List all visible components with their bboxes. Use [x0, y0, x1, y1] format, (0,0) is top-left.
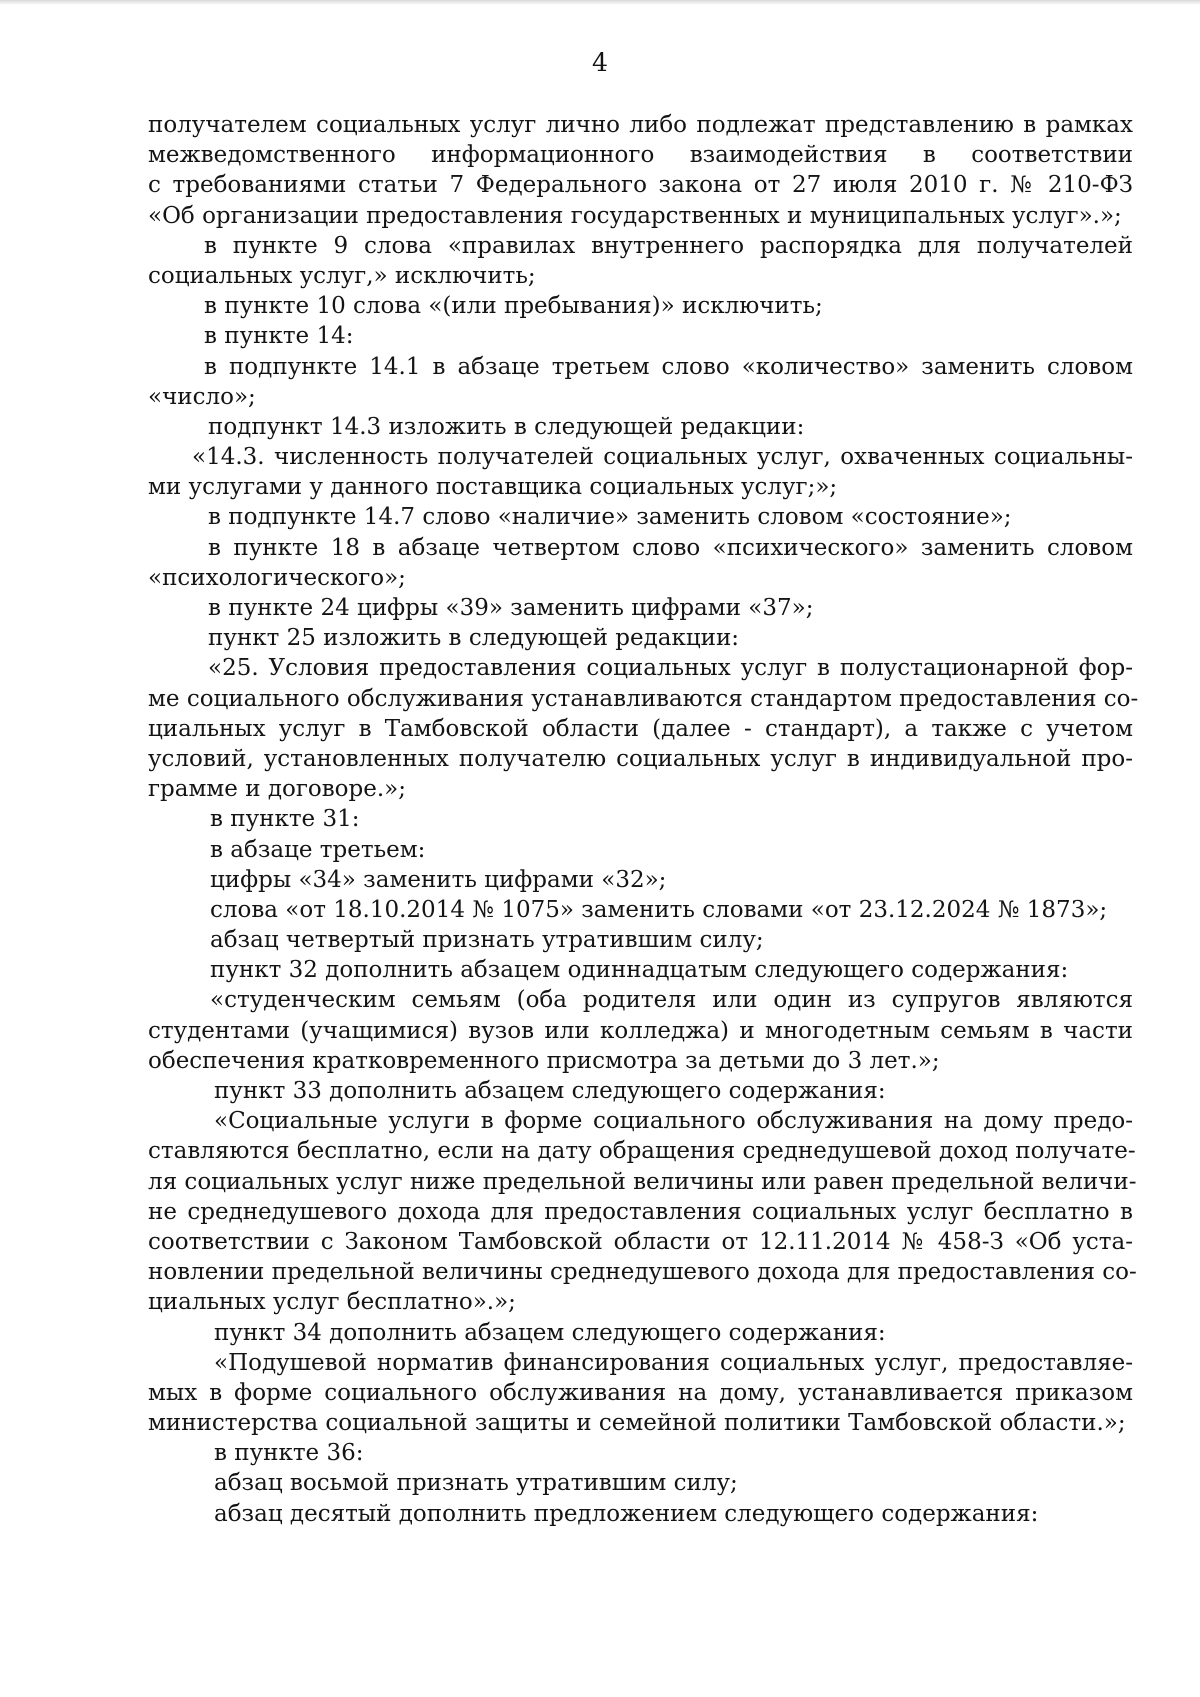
text-line: получателем социальных услуг лично либо подлежат представлению в рамках: [148, 112, 1133, 138]
text-line: студентами (учащимися) вузов или колледжа) и многодетным семьям в части: [148, 1017, 1133, 1044]
text-line: новлении предельной величины среднедушевого дохода для предоставления со-: [148, 1259, 1137, 1286]
text-line: условий, установленных получателю социальных услуг в индивидуальной про-: [148, 745, 1133, 772]
text-line: ми услугами у данного поставщика социальных услуг;»;: [148, 474, 838, 501]
page-number: 4: [592, 48, 608, 77]
text-line: в пункте 24 цифры «39» заменить цифрами «37»;: [208, 595, 814, 621]
text-line: обеспечения кратковременного присмотра за детьми до 3 лет.»;: [148, 1047, 940, 1074]
text-line: «число»;: [148, 383, 256, 410]
text-line: ля социальных услуг ниже предельной величины или равен предельной величи-: [148, 1168, 1137, 1195]
text-line: соответствии с Законом Тамбовской области от 12.11.2014 № 458-З «Об уста-: [148, 1228, 1133, 1255]
document-body: [148, 110, 1139, 1529]
text-line: пункт 32 дополнить абзацем одиннадцатым следующего содержания:: [210, 957, 1069, 984]
text-line: циальных услуг бесплатно».»;: [148, 1289, 516, 1316]
text-line: «психологического»;: [148, 564, 406, 591]
text-line: в абзаце третьем:: [210, 836, 426, 863]
text-line: слова «от 18.10.2014 № 1075» заменить словами «от 23.12.2024 № 1873»;: [210, 896, 1108, 923]
text-line: межведомственного информационного взаимодействия в соответствии: [148, 142, 1133, 169]
text-line: ме социального обслуживания устанавливаются стандартом предоставления со-: [148, 685, 1139, 712]
text-line: социальных услуг,» исключить;: [148, 262, 536, 289]
text-line: пункт 34 дополнить абзацем следующего содержания:: [214, 1319, 886, 1346]
scan-edge: [0, 0, 1200, 5]
text-line: в пункте 10 слова «(или пребывания)» исключить;: [204, 293, 823, 320]
text-line: ставляются бесплатно, если на дату обращения среднедушевой доход получате-: [148, 1138, 1136, 1165]
text-line: мых в форме социального обслуживания на дому, устанавливается приказом: [148, 1379, 1133, 1406]
text-line: абзац восьмой признать утратившим силу;: [214, 1470, 738, 1497]
text-line: абзац четвертый признать утратившим силу;: [210, 927, 764, 954]
text-line: в подпункте 14.1 в абзаце третьем слово «количество» заменить словом: [204, 353, 1133, 380]
text-line: «Об организации предоставления государственных и муниципальных услуг».»;: [148, 202, 1122, 229]
text-line: «студенческим семьям (оба родителя или один из супругов являются: [210, 987, 1133, 1014]
text-line: с требованиями статьи 7 Федерального закона от 27 июля 2010 г. № 210-ФЗ: [148, 172, 1133, 199]
text-line: в пункте 36:: [214, 1440, 364, 1467]
text-line: пункт 33 дополнить абзацем следующего содержания:: [214, 1078, 886, 1104]
text-line: в пункте 14:: [204, 323, 354, 350]
text-line: в пункте 18 в абзаце четвертом слово «психического» заменить словом: [208, 534, 1133, 561]
text-line: «Социальные услуги в форме социального обслуживания на дому предо-: [214, 1108, 1133, 1135]
text-line: министерства социальной защиты и семейной политики Тамбовской области.»;: [148, 1410, 1126, 1437]
text-line: не среднедушевого дохода для предоставления социальных услуг бесплатно в: [148, 1198, 1133, 1225]
text-line: «25. Условия предоставления социальных услуг в полустационарной фор-: [208, 655, 1133, 682]
text-line: «14.3. численность получателей социальных услуг, охваченных социальны-: [192, 444, 1133, 471]
text-line: циальных услуг в Тамбовской области (далее - стандарт), а также с учетом: [148, 715, 1133, 742]
text-line: пункт 25 изложить в следующей редакции:: [208, 625, 740, 652]
text-line: подпункт 14.3 изложить в следующей редакции:: [208, 413, 805, 440]
text-line: грамме и договоре.»;: [148, 776, 406, 803]
text-line: в пункте 31:: [210, 806, 360, 833]
text-line: цифры «34» заменить цифрами «32»;: [210, 866, 667, 893]
text-line: абзац десятый дополнить предложением следующего содержания:: [214, 1500, 1039, 1527]
text-line: «Подушевой норматив финансирования социальных услуг, предоставляе-: [214, 1349, 1133, 1376]
text-line: в подпункте 14.7 слово «наличие» заменить словом «состояние»;: [208, 504, 1012, 531]
text-line: в пункте 9 слова «правилах внутреннего распорядка для получателей: [204, 232, 1133, 259]
